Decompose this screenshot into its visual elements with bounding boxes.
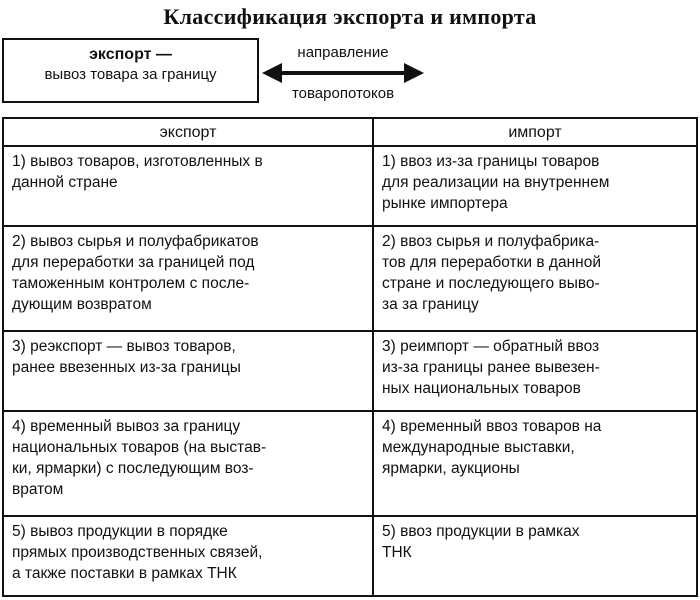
table-row (3, 146, 697, 226)
export-cell (3, 146, 373, 226)
export-cell (3, 516, 373, 597)
export-definition-text: вывоз товара за границу (44, 66, 217, 83)
cell-line: вратом (12, 481, 64, 499)
page-title: Классификация экспорта и импорта (163, 4, 537, 29)
cell-line: ранее ввезенных из-за границы (12, 358, 241, 376)
import-cell (373, 226, 697, 330)
table-row (3, 331, 697, 411)
import-cell (373, 516, 697, 597)
cell-line: 3) реэкспорт — вывоз товаров, (12, 337, 236, 355)
table-row (3, 516, 697, 597)
import-cell (373, 411, 697, 515)
arrow-label-bottom: товаропотоков (291, 85, 395, 102)
export-cell (3, 226, 373, 330)
cell-line: 5) вывоз продукции в порядке (12, 522, 228, 540)
cell-line: рынке импортера (382, 195, 508, 212)
cell-line: 4) временный вывоз за границу (12, 418, 241, 436)
cell-line: национальных товаров (на выстав- (12, 439, 267, 457)
table-row (3, 411, 697, 515)
double-arrow-icon (262, 60, 424, 86)
cell-line: 3) реимпорт — обратный ввоз (382, 337, 600, 355)
export-cell (3, 331, 373, 411)
cell-line: данной стране (12, 174, 118, 191)
table-row (3, 226, 697, 330)
export-definition-head: экспорт — (89, 46, 172, 63)
classification-table (2, 117, 698, 597)
export-cell (3, 411, 373, 515)
cell-line: ТНК (382, 543, 412, 561)
import-cell (373, 331, 697, 411)
cell-line: таможенным контролем с после- (12, 275, 250, 293)
cell-line: для реализации на внутреннем (382, 174, 610, 191)
cell-line: 1) вывоз товаров, изготовленных в (12, 153, 263, 170)
cell-line: 1) ввоз из-за границы товаров (382, 153, 600, 170)
import-cell (373, 146, 697, 226)
cell-line: 2) вывоз сырья и полуфабрикатов (12, 233, 259, 251)
cell-line: 5) ввоз продукции в рамках (382, 522, 580, 540)
cell-line: международные выставки, (382, 439, 575, 457)
cell-line: прямых производственных связей, (12, 543, 263, 561)
cell-line: 4) временный ввоз товаров на (382, 418, 602, 436)
cell-line: ки, ярмарки) с последующим воз- (12, 460, 254, 478)
cell-line: 2) ввоз сырья и полуфабрика- (382, 233, 600, 251)
cell-line: стране и последующего выво- (382, 275, 600, 293)
cell-line: для переработки за границей под (12, 254, 255, 272)
cell-line: ярмарки, аукционы (382, 460, 520, 478)
cell-line: а также поставки в рамках ТНК (12, 564, 237, 582)
cell-line: тов для переработки в данной (382, 254, 601, 272)
cell-line: за за границу (382, 296, 479, 314)
export-definition-box (2, 38, 259, 103)
column-header-export: экспорт (3, 118, 373, 146)
cell-line: ных национальных товаров (382, 379, 581, 397)
cell-line: дующим возвратом (12, 296, 152, 314)
column-header-import: импорт (373, 118, 697, 146)
arrow-label-top: направление (297, 44, 389, 61)
cell-line: из-за границы ранее вывезен- (382, 358, 600, 376)
